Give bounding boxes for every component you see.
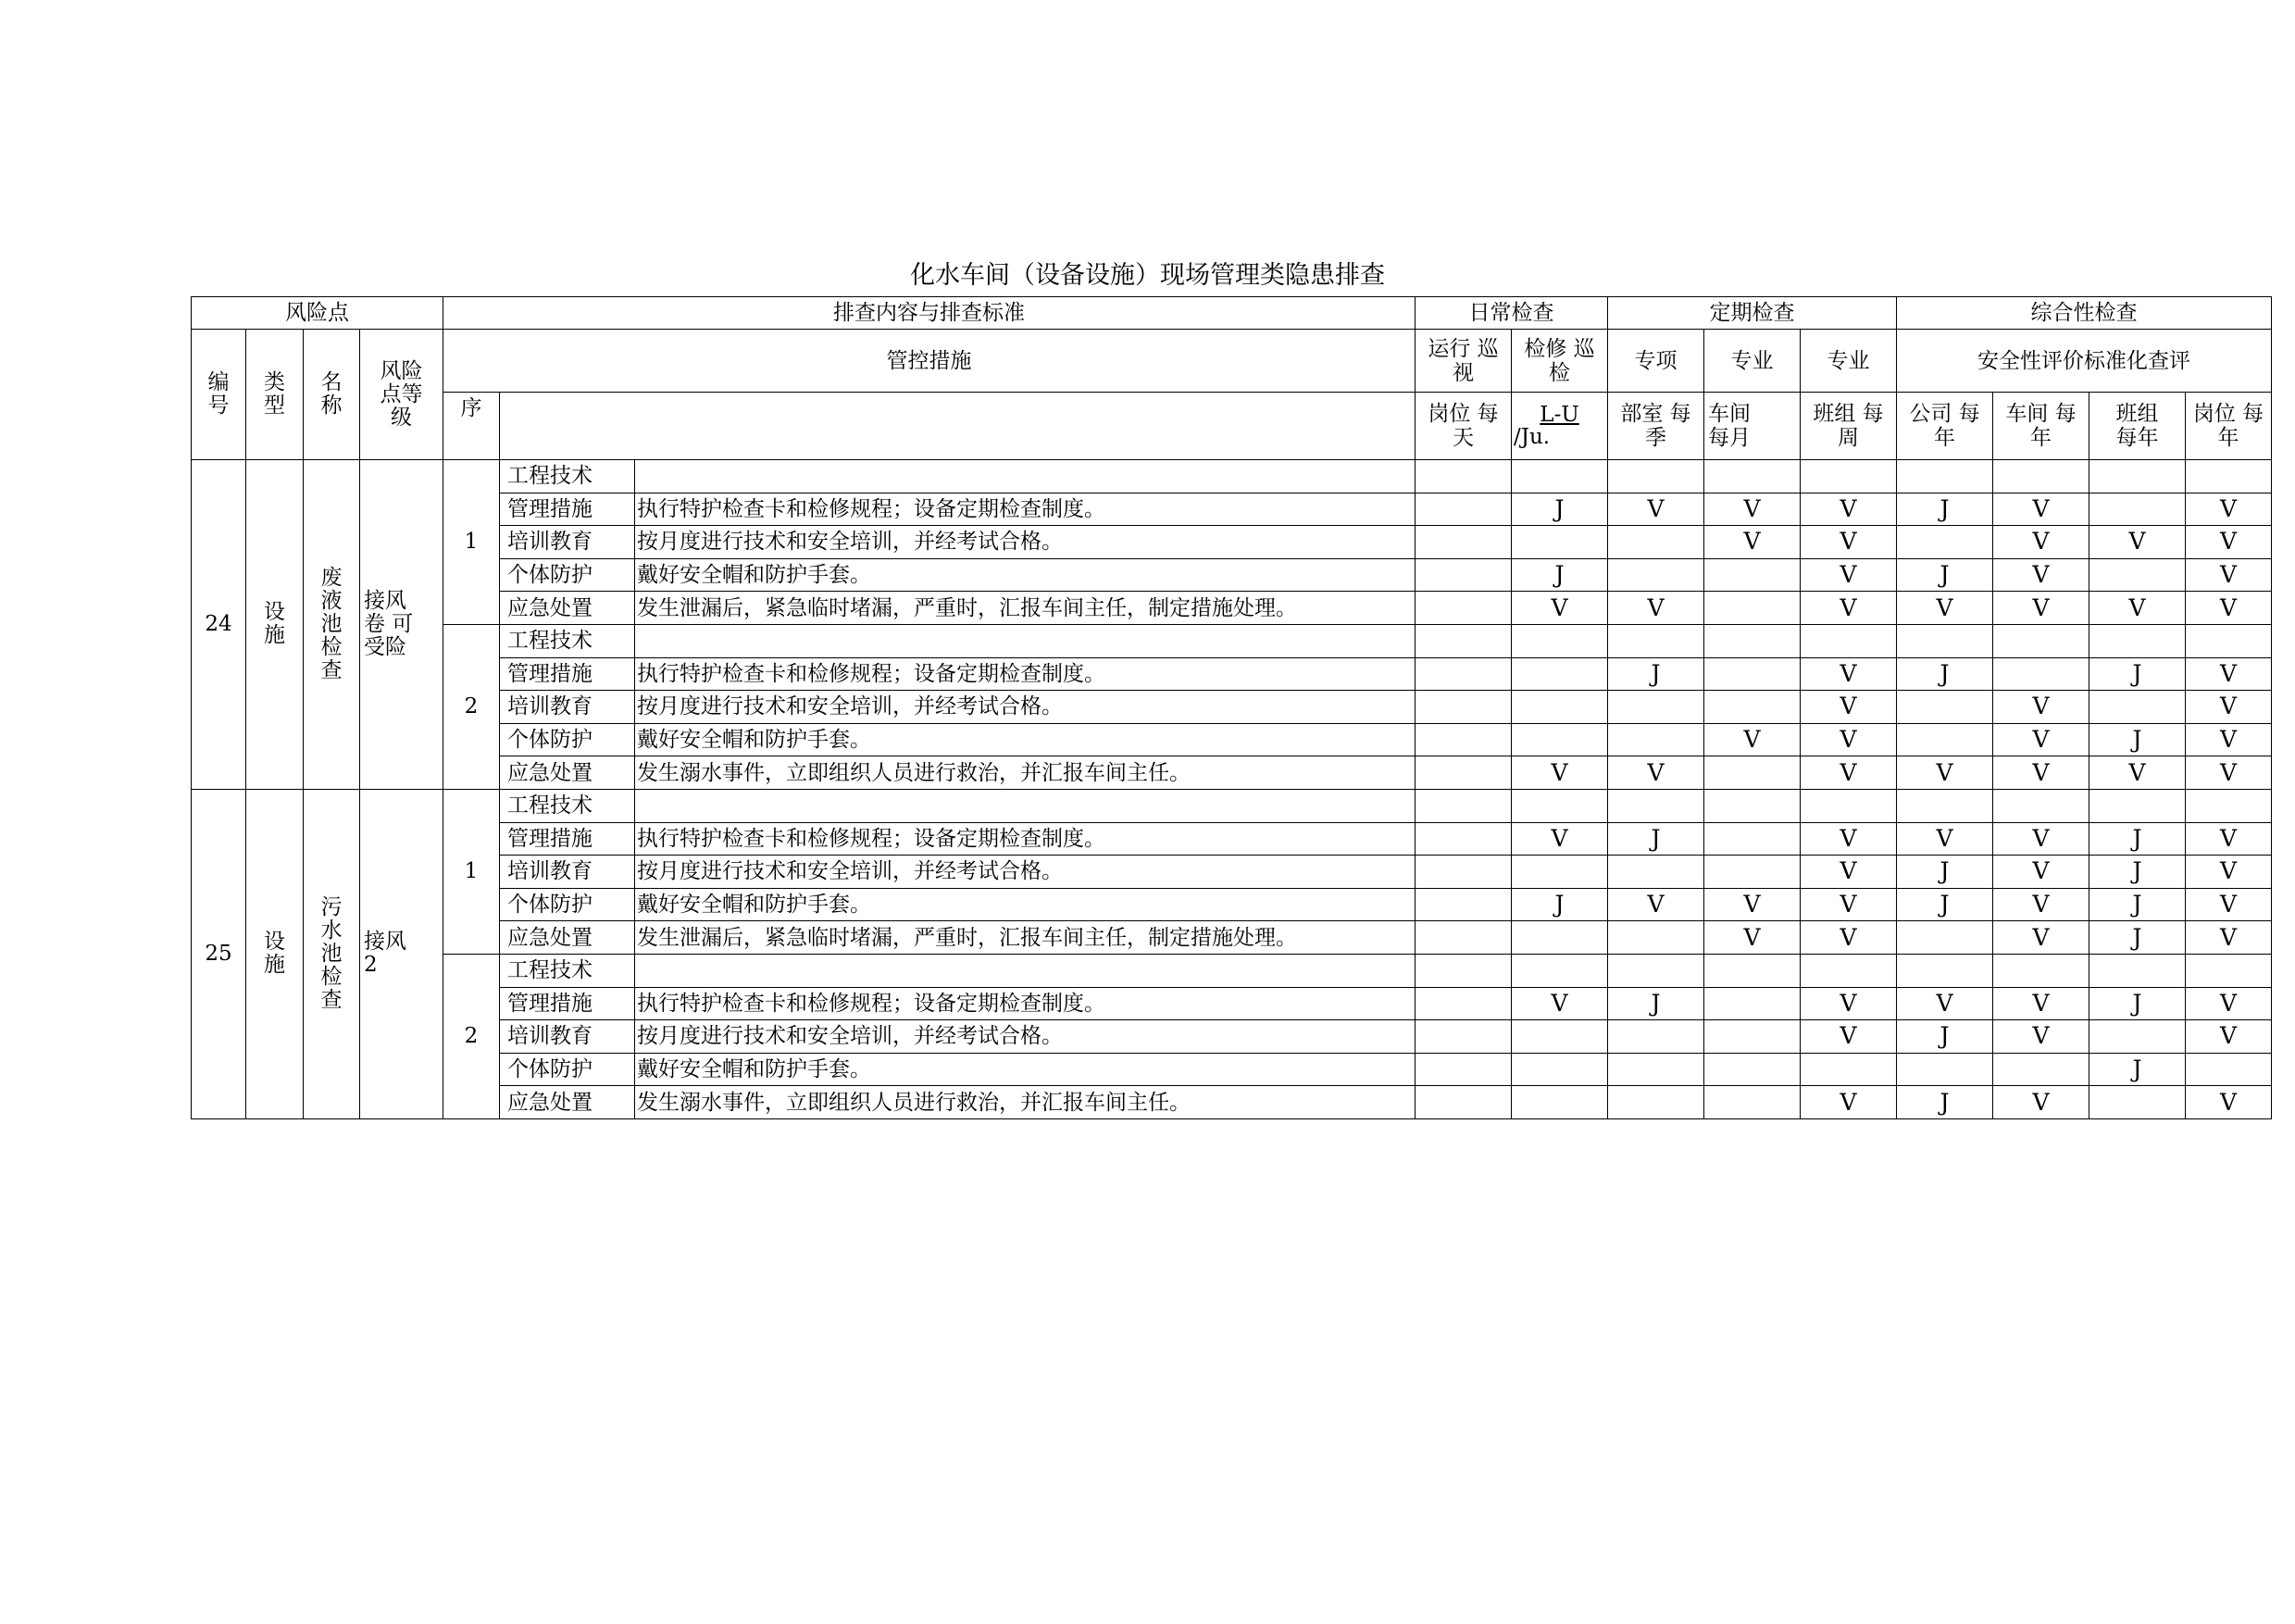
check-mark: J	[1608, 657, 1704, 691]
check-mark	[2089, 789, 2186, 822]
measure-text: 戴好安全帽和防护手套。	[635, 558, 1416, 592]
measure-text	[635, 460, 1416, 493]
measure-text: 戴好安全帽和防护手套。	[635, 1053, 1416, 1086]
measure-text	[635, 624, 1416, 657]
check-mark	[1608, 526, 1704, 559]
check-mark: V	[1993, 592, 2089, 625]
group-number: 25	[192, 789, 246, 1118]
check-mark: V	[1704, 723, 1801, 756]
check-mark	[1512, 657, 1608, 691]
check-mark	[1801, 460, 1897, 493]
check-mark: V	[2186, 822, 2272, 856]
check-mark: V	[2186, 691, 2272, 724]
check-mark: V	[2089, 526, 2186, 559]
check-mark: V	[1801, 822, 1897, 856]
sub-seq: 2	[443, 954, 500, 1118]
table-row	[192, 723, 2272, 756]
measure-text: 发生泄漏后，紧急临时堵漏，严重时，汇报车间主任，制定措施处理。	[635, 592, 1416, 625]
header-risk-level: 风险点等级	[360, 330, 443, 460]
check-mark: J	[1512, 558, 1608, 592]
check-mark	[1704, 789, 1801, 822]
check-mark: V	[1512, 822, 1608, 856]
check-mark: V	[1608, 592, 1704, 625]
check-mark: V	[2186, 526, 2272, 559]
check-mark: J	[1512, 493, 1608, 526]
check-mark	[1704, 691, 1801, 724]
check-mark	[1704, 1020, 1801, 1054]
check-mark: V	[1993, 756, 2089, 790]
header-comprehensive-check: 综合性检查	[1897, 297, 2272, 330]
check-mark	[1416, 558, 1512, 592]
check-mark	[1993, 460, 2089, 493]
measure-text: 按月度进行技术和安全培训，并经考试合格。	[635, 856, 1416, 889]
check-mark: J	[1897, 493, 1993, 526]
measure-category: 个体防护	[500, 723, 635, 756]
table-row	[192, 460, 2272, 493]
check-mark	[1801, 954, 1897, 987]
table-row	[192, 856, 2272, 889]
check-mark	[1993, 1053, 2089, 1086]
table-row	[192, 526, 2272, 559]
measure-category: 管理措施	[500, 822, 635, 856]
header-seq: 序	[443, 393, 500, 460]
check-mark	[1608, 856, 1704, 889]
check-mark	[1512, 624, 1608, 657]
check-mark	[1897, 691, 1993, 724]
measure-text	[635, 789, 1416, 822]
header-type: 类型	[246, 330, 304, 460]
check-mark	[2089, 691, 2186, 724]
measure-category: 管理措施	[500, 987, 635, 1020]
check-mark	[1416, 822, 1512, 856]
measure-text: 执行特护检查卡和检修规程；设备定期检查制度。	[635, 822, 1416, 856]
header-repair-patrol: 检修 巡检	[1512, 330, 1608, 393]
check-mark	[1512, 1053, 1608, 1086]
check-mark	[1608, 691, 1704, 724]
header-major-2: 专业	[1801, 330, 1897, 393]
check-mark: V	[2186, 493, 2272, 526]
check-mark: V	[1512, 592, 1608, 625]
check-mark: V	[1801, 1086, 1897, 1119]
check-mark: V	[1801, 921, 1897, 955]
check-mark: J	[1897, 856, 1993, 889]
table-row	[192, 691, 2272, 724]
check-mark: V	[1801, 888, 1897, 921]
check-mark: V	[1993, 526, 2089, 559]
check-mark	[1897, 954, 1993, 987]
check-mark	[2089, 624, 2186, 657]
check-mark: J	[2089, 856, 2186, 889]
check-mark	[1704, 1053, 1801, 1086]
check-mark: V	[1801, 756, 1897, 790]
table-row	[192, 558, 2272, 592]
check-mark: J	[1897, 888, 1993, 921]
group-name: 废液池检查	[304, 460, 360, 790]
check-mark: V	[1704, 526, 1801, 559]
check-mark	[1416, 526, 1512, 559]
measure-text: 执行特护检查卡和检修规程；设备定期检查制度。	[635, 987, 1416, 1020]
check-mark	[1416, 592, 1512, 625]
check-mark: V	[1993, 493, 2089, 526]
header-major-1: 专业	[1704, 330, 1801, 393]
table-row	[192, 657, 2272, 691]
measure-category: 个体防护	[500, 1053, 635, 1086]
check-mark	[1704, 558, 1801, 592]
check-mark	[1416, 691, 1512, 724]
check-mark: V	[1897, 756, 1993, 790]
header-row-1	[192, 297, 2272, 330]
measure-text	[635, 954, 1416, 987]
measure-text: 戴好安全帽和防护手套。	[635, 723, 1416, 756]
check-mark	[2089, 493, 2186, 526]
measure-text: 执行特护检查卡和检修规程；设备定期检查制度。	[635, 657, 1416, 691]
check-mark	[1416, 723, 1512, 756]
check-mark	[1993, 657, 2089, 691]
document-title: 化水车间（设备设施）现场管理类隐患排查	[910, 261, 1385, 290]
check-mark: V	[1897, 592, 1993, 625]
check-mark: V	[1704, 888, 1801, 921]
check-mark	[1416, 756, 1512, 790]
header-periodic-check: 定期检查	[1608, 297, 1897, 330]
header-workshop-month: 车间 每月	[1704, 393, 1801, 460]
header-post-daily: 岗位 每天	[1416, 393, 1512, 460]
header-company-year: 公司 每年	[1897, 393, 1993, 460]
check-mark: J	[1897, 558, 1993, 592]
table-row	[192, 921, 2272, 955]
group-risk-level: 接风卷 可受险	[360, 460, 443, 790]
check-mark	[1416, 987, 1512, 1020]
table-row	[192, 822, 2272, 856]
check-mark	[1608, 1086, 1704, 1119]
measure-text: 按月度进行技术和安全培训，并经考试合格。	[635, 691, 1416, 724]
header-lu: L-U	[1540, 403, 1579, 427]
check-mark: V	[1993, 1086, 2089, 1119]
check-mark: V	[1993, 987, 2089, 1020]
sub-seq: 1	[443, 789, 500, 954]
header-row-2	[192, 330, 2272, 393]
header-safety-evaluation: 安全性评价标准化查评	[1897, 330, 2272, 393]
check-mark	[1704, 1086, 1801, 1119]
check-mark	[2186, 789, 2272, 822]
check-mark	[1416, 856, 1512, 889]
measure-category: 工程技术	[500, 954, 635, 987]
check-mark	[1416, 624, 1512, 657]
measure-category: 工程技术	[500, 460, 635, 493]
inspection-table	[191, 296, 2272, 1119]
check-mark	[1512, 526, 1608, 559]
header-team-week: 班组 每周	[1801, 393, 1897, 460]
table-row	[192, 756, 2272, 790]
check-mark	[1704, 822, 1801, 856]
table-row	[192, 888, 2272, 921]
check-mark	[1512, 789, 1608, 822]
check-mark: V	[1801, 558, 1897, 592]
check-mark: V	[1993, 822, 2089, 856]
check-mark: V	[1993, 723, 2089, 756]
check-mark: V	[2186, 1020, 2272, 1054]
check-mark: J	[2089, 657, 2186, 691]
check-mark	[2186, 624, 2272, 657]
measure-category: 管理措施	[500, 493, 635, 526]
check-mark	[1608, 921, 1704, 955]
measure-text: 按月度进行技术和安全培训，并经考试合格。	[635, 1020, 1416, 1054]
check-mark	[1416, 921, 1512, 955]
check-mark: V	[2186, 921, 2272, 955]
header-workshop-year: 车间 每年	[1993, 393, 2089, 460]
header-number: 编号	[192, 330, 246, 460]
check-mark	[1416, 888, 1512, 921]
measure-category: 工程技术	[500, 789, 635, 822]
check-mark: V	[1993, 888, 2089, 921]
check-mark: J	[1897, 657, 1993, 691]
check-mark: V	[1801, 723, 1897, 756]
measure-category: 个体防护	[500, 558, 635, 592]
check-mark	[2089, 1086, 2186, 1119]
check-mark	[2089, 460, 2186, 493]
measure-category: 个体防护	[500, 888, 635, 921]
measure-category: 应急处置	[500, 921, 635, 955]
check-mark: V	[2186, 723, 2272, 756]
check-mark	[1704, 624, 1801, 657]
measure-category: 应急处置	[500, 592, 635, 625]
check-mark	[1608, 1053, 1704, 1086]
check-mark: V	[1512, 987, 1608, 1020]
check-mark	[1993, 624, 2089, 657]
check-mark: J	[1897, 1020, 1993, 1054]
check-mark: J	[1608, 987, 1704, 1020]
table-row	[192, 954, 2272, 987]
check-mark: V	[1801, 987, 1897, 1020]
check-mark: J	[2089, 921, 2186, 955]
check-mark	[1608, 1020, 1704, 1054]
check-mark	[1512, 954, 1608, 987]
header-blank	[500, 393, 1416, 460]
check-mark	[1608, 558, 1704, 592]
check-mark: V	[1608, 493, 1704, 526]
check-mark: V	[1704, 921, 1801, 955]
measure-category: 培训教育	[500, 691, 635, 724]
group-name: 污水池检查	[304, 789, 360, 1118]
check-mark	[1704, 856, 1801, 889]
check-mark: J	[1512, 888, 1608, 921]
check-mark: V	[1801, 691, 1897, 724]
check-mark	[1608, 723, 1704, 756]
check-mark: V	[2186, 1086, 2272, 1119]
header-name: 名称	[304, 330, 360, 460]
check-mark	[1416, 1020, 1512, 1054]
check-mark	[2186, 1053, 2272, 1086]
check-mark	[1416, 493, 1512, 526]
measure-category: 应急处置	[500, 1086, 635, 1119]
check-mark: V	[1608, 756, 1704, 790]
check-mark	[1897, 460, 1993, 493]
check-mark: V	[1704, 493, 1801, 526]
check-mark: V	[2186, 756, 2272, 790]
header-lu-cell	[1512, 393, 1608, 460]
check-mark: V	[1993, 691, 2089, 724]
check-mark	[1608, 624, 1704, 657]
check-mark	[1512, 1020, 1608, 1054]
check-mark: V	[2186, 888, 2272, 921]
check-mark	[1416, 1086, 1512, 1119]
group-type: 设施	[246, 460, 304, 790]
check-mark: V	[1993, 856, 2089, 889]
check-mark	[1512, 921, 1608, 955]
table-row	[192, 592, 2272, 625]
check-mark: V	[1897, 822, 1993, 856]
check-mark: V	[2186, 592, 2272, 625]
header-team-year: 班组 每年	[2089, 393, 2186, 460]
check-mark: V	[1801, 592, 1897, 625]
check-mark: J	[1608, 822, 1704, 856]
check-mark: J	[2089, 888, 2186, 921]
check-mark	[1608, 954, 1704, 987]
check-mark: V	[1993, 558, 2089, 592]
check-mark: V	[1801, 856, 1897, 889]
measure-text: 发生溺水事件，立即组织人员进行救治，并汇报车间主任。	[635, 756, 1416, 790]
check-mark	[1897, 921, 1993, 955]
header-post-year: 岗位 每年	[2186, 393, 2272, 460]
check-mark	[1512, 723, 1608, 756]
sub-seq: 2	[443, 624, 500, 789]
header-row-3	[192, 393, 2272, 460]
check-mark	[1897, 789, 1993, 822]
check-mark	[1416, 954, 1512, 987]
check-mark	[1704, 954, 1801, 987]
check-mark	[1801, 1053, 1897, 1086]
measure-text: 戴好安全帽和防护手套。	[635, 888, 1416, 921]
check-mark	[1416, 1053, 1512, 1086]
check-mark: V	[1512, 756, 1608, 790]
check-mark	[1993, 954, 2089, 987]
check-mark	[1512, 856, 1608, 889]
check-mark	[1801, 789, 1897, 822]
check-mark	[1416, 460, 1512, 493]
check-mark	[1704, 460, 1801, 493]
check-mark: V	[1801, 493, 1897, 526]
group-number: 24	[192, 460, 246, 790]
measure-category: 工程技术	[500, 624, 635, 657]
check-mark: V	[1993, 921, 2089, 955]
check-mark	[1801, 624, 1897, 657]
check-mark	[2186, 954, 2272, 987]
measure-text: 执行特护检查卡和检修规程；设备定期检查制度。	[635, 493, 1416, 526]
check-mark: V	[2186, 558, 2272, 592]
check-mark	[1416, 657, 1512, 691]
measure-text: 发生溺水事件，立即组织人员进行救治，并汇报车间主任。	[635, 1086, 1416, 1119]
check-mark: V	[1608, 888, 1704, 921]
check-mark	[1897, 624, 1993, 657]
table-row	[192, 789, 2272, 822]
check-mark	[2089, 558, 2186, 592]
group-risk-level: 接风2	[360, 789, 443, 1118]
check-mark: V	[2186, 987, 2272, 1020]
check-mark: V	[1993, 1020, 2089, 1054]
check-mark	[1416, 789, 1512, 822]
table-row	[192, 1020, 2272, 1054]
check-mark: V	[1801, 1020, 1897, 1054]
measure-category: 培训教育	[500, 1020, 635, 1054]
header-special: 专项	[1608, 330, 1704, 393]
check-mark	[2186, 460, 2272, 493]
header-daily-check: 日常检查	[1416, 297, 1608, 330]
table-row	[192, 493, 2272, 526]
check-mark	[2089, 954, 2186, 987]
header-run-patrol: 运行 巡视	[1416, 330, 1512, 393]
check-mark: J	[2089, 723, 2186, 756]
check-mark: V	[2186, 856, 2272, 889]
check-mark	[1512, 460, 1608, 493]
measure-text: 按月度进行技术和安全培训，并经考试合格。	[635, 526, 1416, 559]
check-mark: V	[2186, 657, 2272, 691]
check-mark: J	[2089, 987, 2186, 1020]
measure-category: 培训教育	[500, 526, 635, 559]
table-row	[192, 1086, 2272, 1119]
header-risk-point: 风险点	[192, 297, 443, 330]
check-mark	[1608, 789, 1704, 822]
header-content-standard: 排查内容与排查标准	[443, 297, 1416, 330]
check-mark	[1704, 756, 1801, 790]
check-mark: V	[1801, 657, 1897, 691]
measure-category: 培训教育	[500, 856, 635, 889]
table-row	[192, 624, 2272, 657]
measure-category: 应急处置	[500, 756, 635, 790]
header-ju: /Ju.	[1514, 425, 1551, 449]
table-row	[192, 1053, 2272, 1086]
check-mark	[1704, 657, 1801, 691]
check-mark	[1704, 592, 1801, 625]
check-mark: J	[2089, 1053, 2186, 1086]
sub-seq: 1	[443, 460, 500, 625]
check-mark	[1897, 526, 1993, 559]
check-mark	[1512, 1086, 1608, 1119]
check-mark: J	[2089, 822, 2186, 856]
check-mark: V	[2089, 592, 2186, 625]
check-mark	[2089, 1020, 2186, 1054]
check-mark: J	[1897, 1086, 1993, 1119]
check-mark	[1993, 789, 2089, 822]
header-control-measures: 管控措施	[443, 330, 1416, 393]
group-type: 设施	[246, 789, 304, 1118]
measure-text: 发生泄漏后，紧急临时堵漏，严重时，汇报车间主任，制定措施处理。	[635, 921, 1416, 955]
measure-category: 管理措施	[500, 657, 635, 691]
check-mark	[1897, 1053, 1993, 1086]
check-mark	[1512, 691, 1608, 724]
check-mark	[1704, 987, 1801, 1020]
table-row	[192, 987, 2272, 1020]
check-mark: V	[2089, 756, 2186, 790]
check-mark	[1608, 460, 1704, 493]
check-mark: V	[1897, 987, 1993, 1020]
check-mark	[1897, 723, 1993, 756]
check-mark: V	[1801, 526, 1897, 559]
header-dept-quarter: 部室 每季	[1608, 393, 1704, 460]
